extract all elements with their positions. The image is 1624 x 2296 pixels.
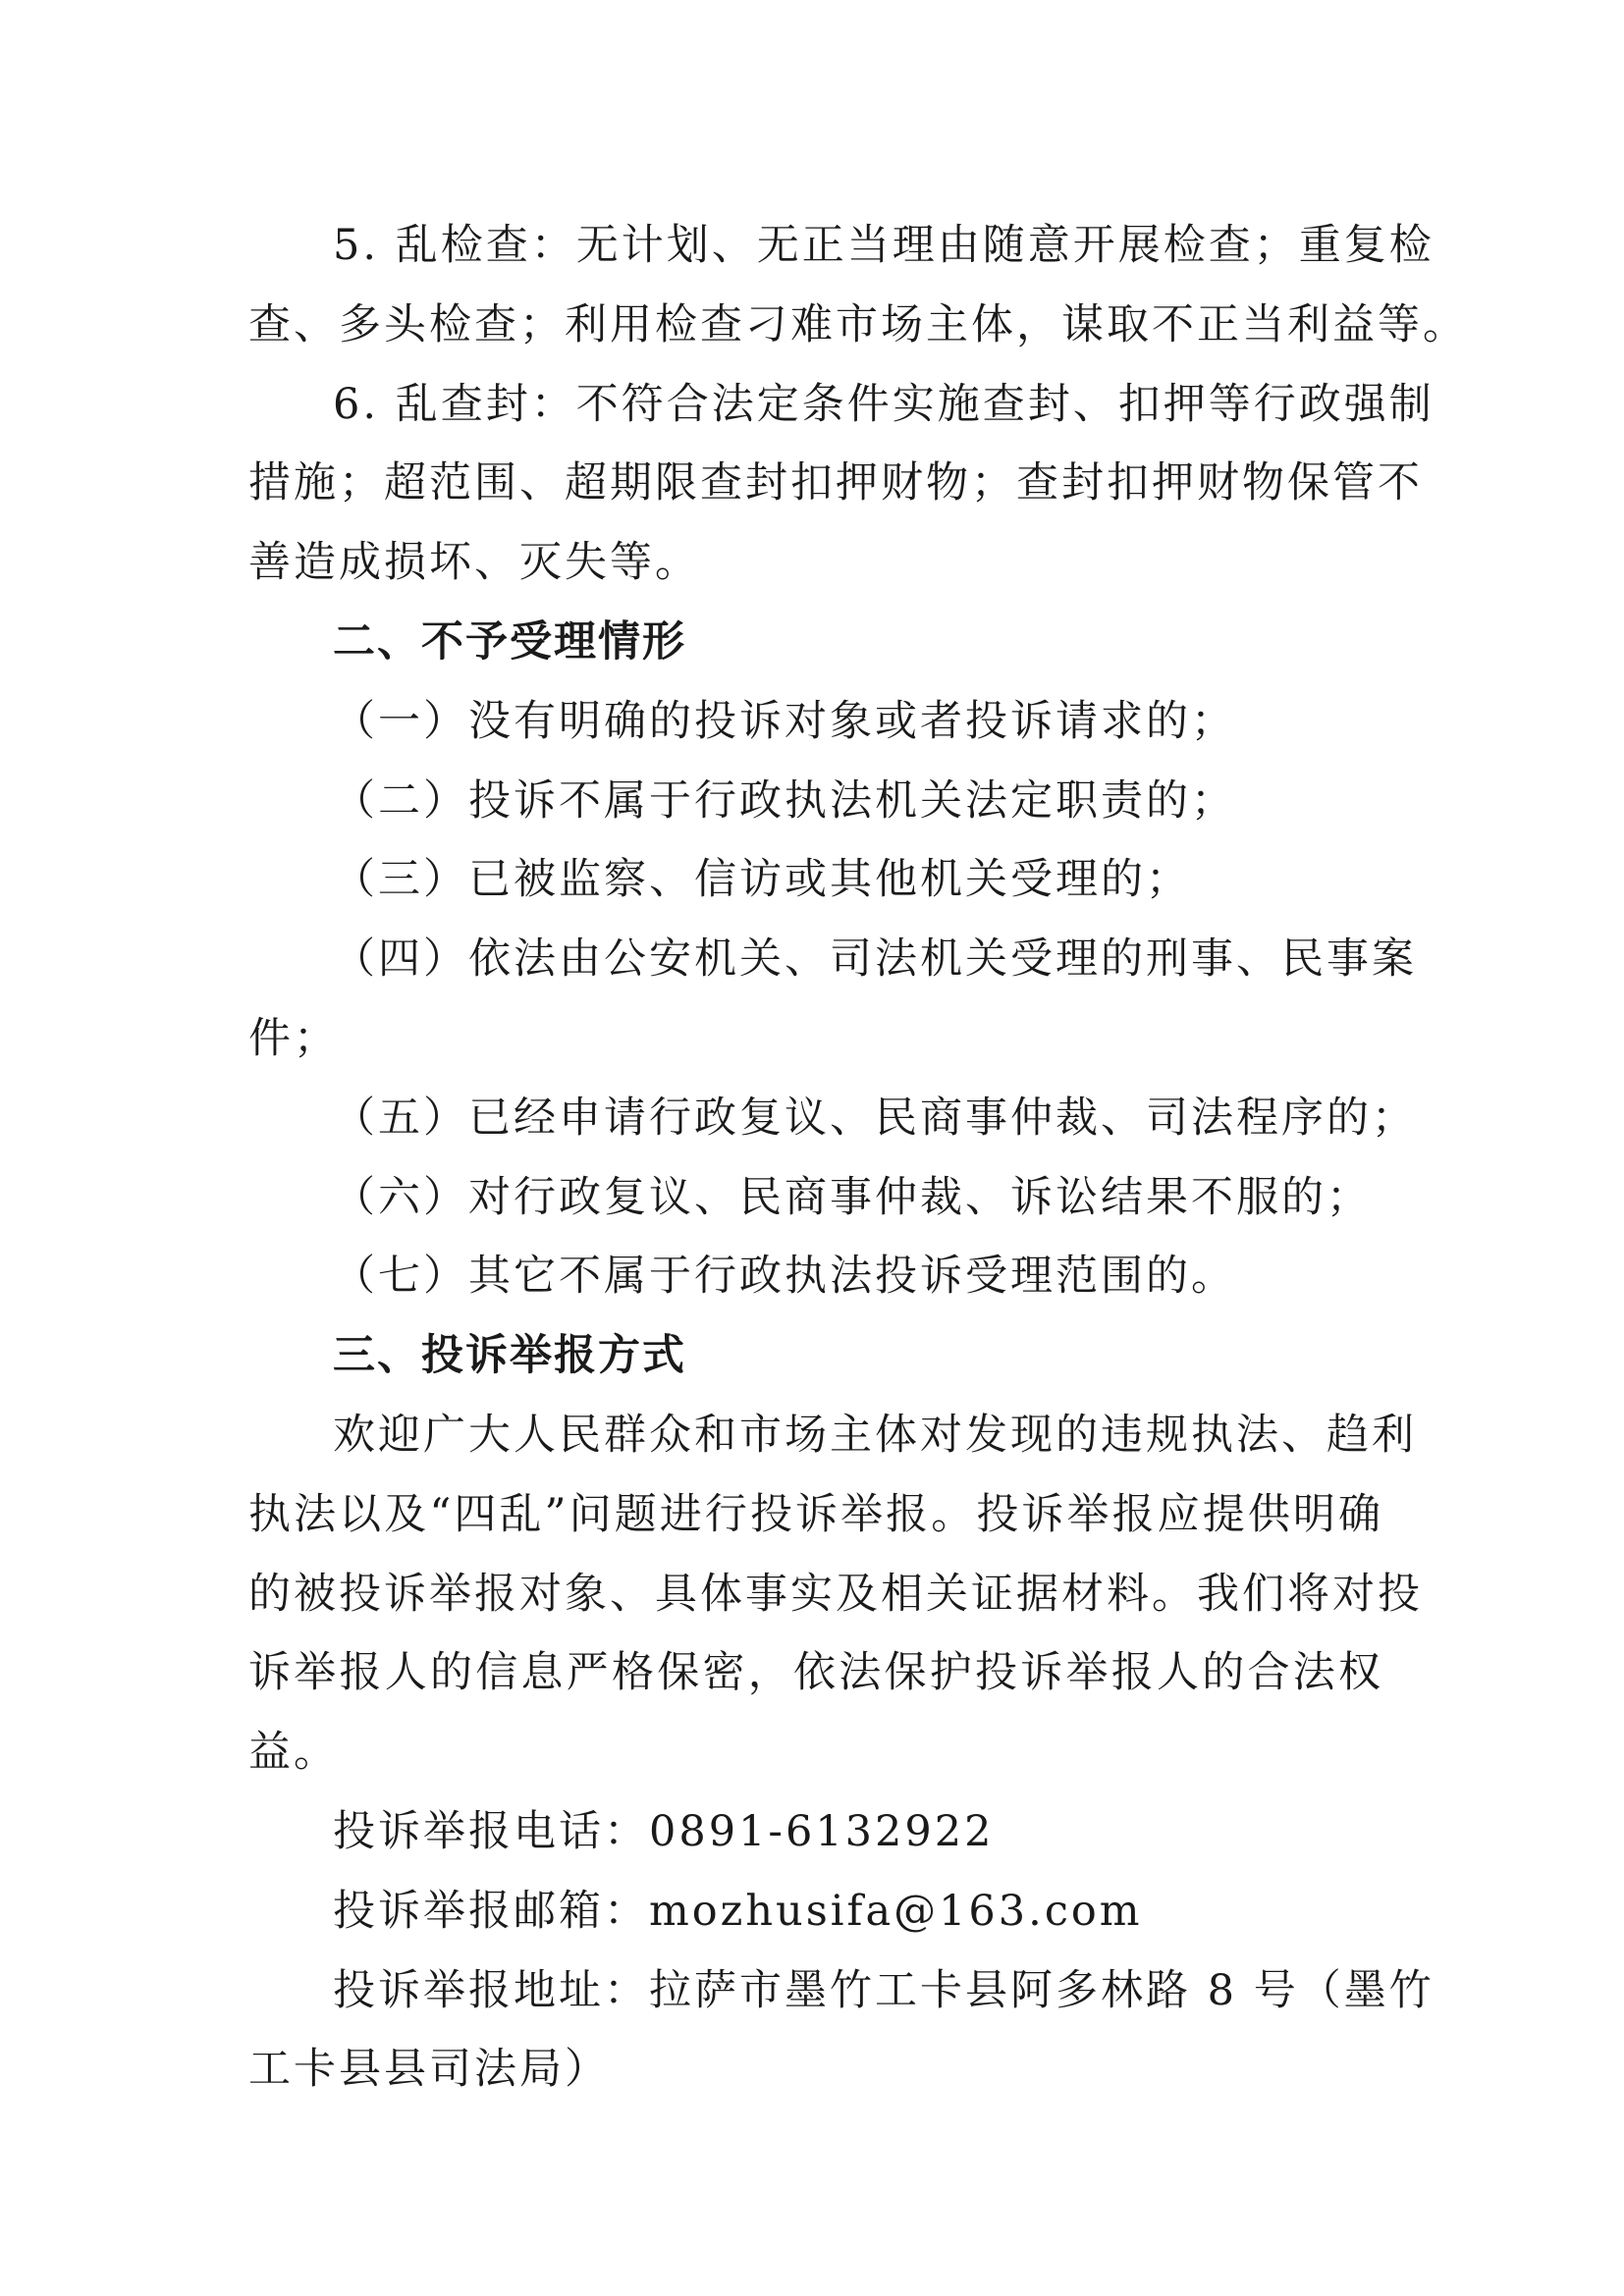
section2-heading: 二、不予受理情形 bbox=[333, 617, 686, 667]
section3-paragraph-line: 诉举报人的信息严格保密，依法保护投诉举报人的合法权 bbox=[248, 1648, 1383, 1697]
section3-paragraph-line: 的被投诉举报对象、具体事实及相关证据材料。我们将对投 bbox=[248, 1570, 1423, 1619]
item6-line1: 6. 乱查封：不符合法定条件实施查封、扣押等行政强制 bbox=[333, 380, 1435, 429]
section3-paragraph-line: 执法以及“四乱”问题进行投诉举报。投诉举报应提供明确 bbox=[248, 1490, 1383, 1539]
item6-line2: 措施；超范围、超期限查封扣押财物；查封扣押财物保管不 bbox=[248, 458, 1423, 507]
contact-email: 投诉举报邮箱：mozhusifa@163.com bbox=[333, 1887, 1143, 1936]
item6-line3: 善造成损坏、灭失等。 bbox=[248, 538, 700, 587]
contact-phone: 投诉举报电话：0891-6132922 bbox=[333, 1807, 995, 1856]
section3-heading: 三、投诉举报方式 bbox=[333, 1331, 686, 1380]
section2-item: （七）其它不属于行政执法投诉受理范围的。 bbox=[333, 1252, 1236, 1301]
section2-item: （三）已被监察、信访或其他机关受理的； bbox=[333, 855, 1191, 904]
section2-item: （二）投诉不属于行政执法机关法定职责的； bbox=[333, 776, 1236, 826]
section2-item: （四）依法由公安机关、司法机关受理的刑事、民事案 bbox=[333, 934, 1417, 984]
contact-address-continuation: 工卡县县司法局） bbox=[248, 2045, 610, 2094]
item5-line1: 5. 乱检查：无计划、无正当理由随意开展检查；重复检 bbox=[333, 221, 1435, 270]
item5-line2: 查、多头检查；利用检查刁难市场主体，谋取不正当利益等。 bbox=[248, 300, 1468, 349]
contact-address: 投诉举报地址：拉萨市墨竹工卡县阿多林路 8 号（墨竹 bbox=[333, 1966, 1435, 2015]
section3-paragraph-line: 益。 bbox=[248, 1728, 339, 1777]
section2-item-continuation: 件； bbox=[248, 1014, 339, 1063]
section2-item: （五）已经申请行政复议、民商事仲裁、司法程序的； bbox=[333, 1094, 1417, 1143]
section2-item: （一）没有明确的投诉对象或者投诉请求的； bbox=[333, 697, 1236, 746]
section2-item: （六）对行政复议、民商事仲裁、诉讼结果不服的； bbox=[333, 1173, 1372, 1222]
section3-paragraph-line: 欢迎广大人民群众和市场主体对发现的违规执法、趋利 bbox=[333, 1411, 1417, 1460]
